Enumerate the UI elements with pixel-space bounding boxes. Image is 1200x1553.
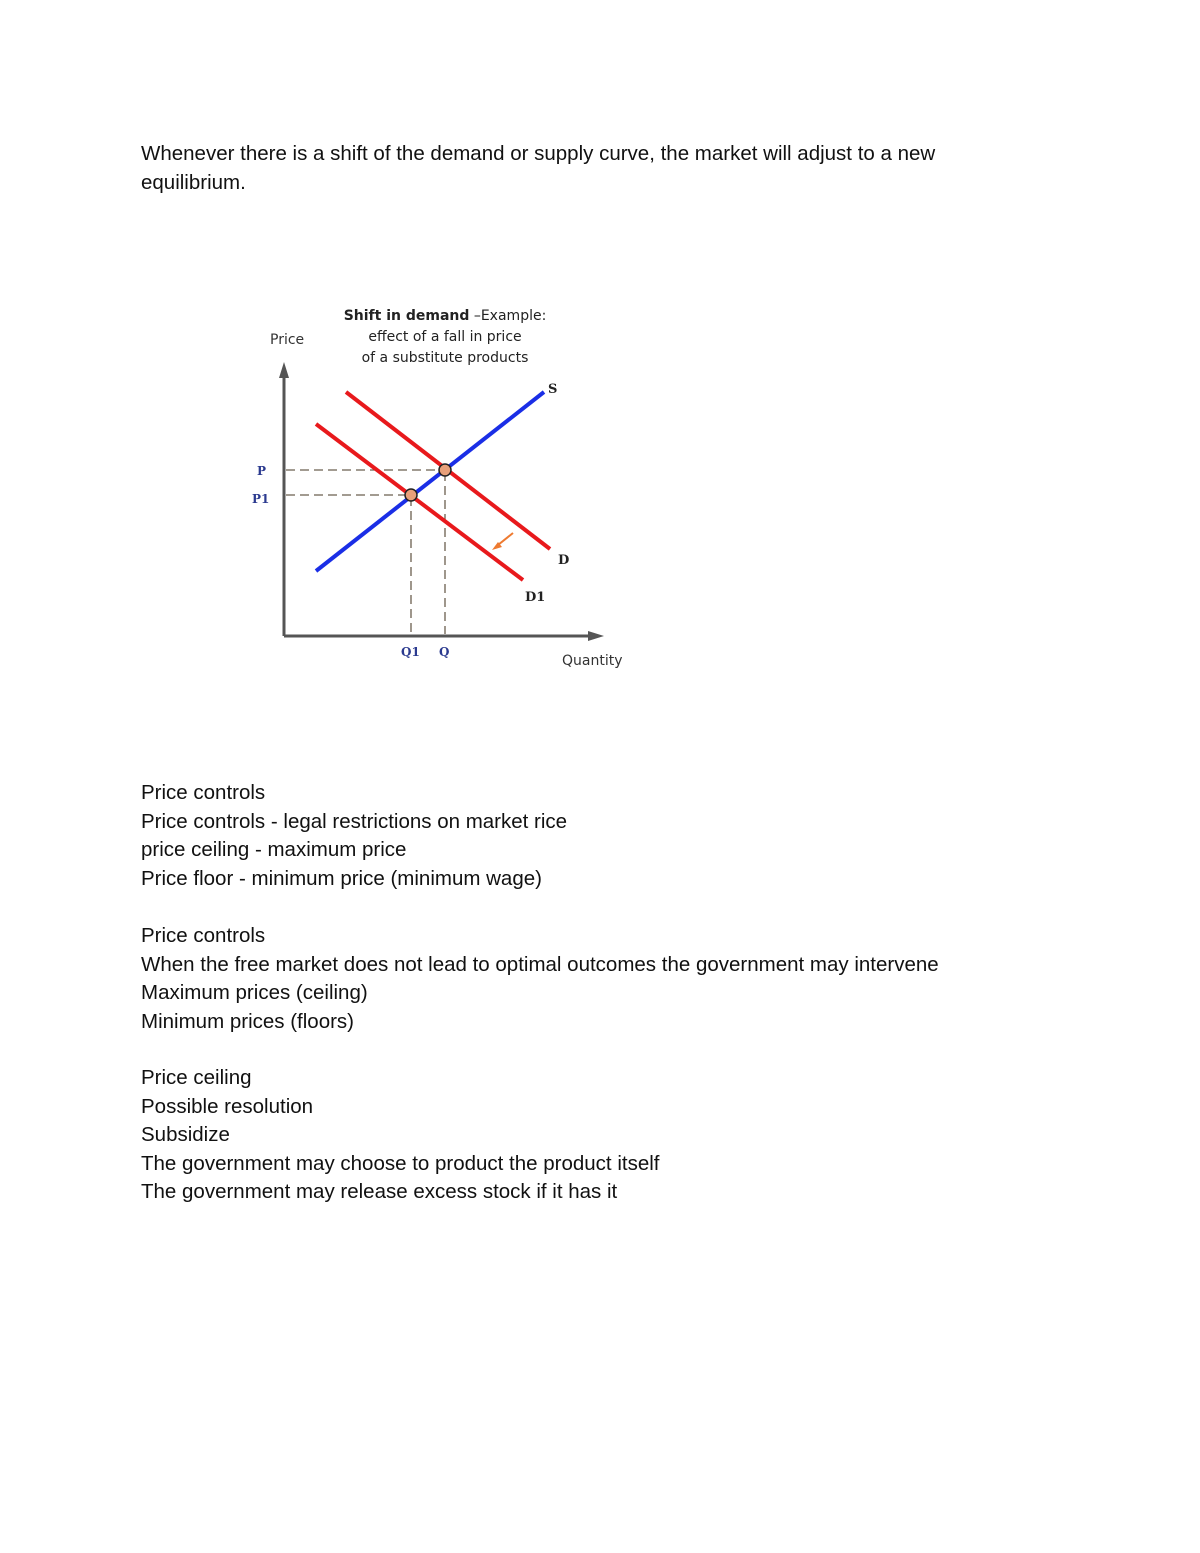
section-price-controls-intervention: [141, 922, 1021, 1036]
y-axis-arrow: [279, 362, 289, 378]
supply-curve: [316, 392, 544, 571]
figure-title-bold: Shift in demand: [343, 308, 470, 324]
x-axis-label: Quantity: [562, 653, 623, 669]
guide-lines: [286, 470, 445, 634]
text-line: Price floor - minimum price (minimum wage): [141, 866, 542, 890]
equilibrium-point-new: [405, 489, 417, 501]
text-line: The government may choose to product the product itself: [141, 1151, 660, 1175]
text-line: Possible resolution: [141, 1094, 314, 1118]
figure-title-rest: –Example:: [469, 308, 547, 324]
shift-arrow-icon: [492, 533, 513, 550]
section-price-ceiling: [141, 1064, 1021, 1207]
text-line: Price ceiling: [141, 1066, 252, 1089]
figure-subtitle-line-1: effect of a fall in price: [368, 329, 522, 345]
figure-subtitle-line-2: of a substitute products: [361, 350, 529, 366]
text-line: Price controls: [141, 924, 266, 947]
text-line: Price controls: [141, 781, 266, 804]
price-p1-label: P1: [252, 492, 270, 506]
y-axis-label: Price: [270, 332, 305, 348]
text-line: Subsidize: [141, 1123, 230, 1146]
figure-title: [344, 308, 547, 324]
text-line: The government may release excess stock if it has it: [141, 1180, 618, 1203]
equilibrium-point-original: [439, 464, 451, 476]
intro-paragraph: [141, 140, 1021, 197]
text-line: Maximum prices (ceiling): [141, 981, 368, 1004]
text-line: When the free market does not lead to optimal outcomes the government may intervene: [141, 952, 939, 976]
text-line: equilibrium.: [141, 170, 246, 194]
shift-in-demand-figure: [240, 298, 640, 688]
section-price-controls-definitions: [141, 779, 1021, 893]
demand-new-label: D1: [525, 590, 546, 605]
quantity-q-label: Q: [439, 645, 450, 659]
price-p-label: P: [257, 464, 267, 478]
supply-demand-diagram: [240, 298, 640, 688]
supply-label: S: [548, 382, 558, 397]
text-line: Price controls - legal restrictions on market rice: [141, 809, 568, 833]
axes: [279, 362, 604, 641]
x-axis-arrow: [588, 631, 604, 641]
text-line: Whenever there is a shift of the demand or supply curve, the market will adjust to a new: [141, 142, 936, 165]
text-line: price ceiling - maximum price: [141, 838, 407, 861]
text-line: Minimum prices (floors): [141, 1009, 354, 1033]
quantity-q1-label: Q1: [401, 645, 420, 659]
demand-label: D: [558, 553, 570, 568]
